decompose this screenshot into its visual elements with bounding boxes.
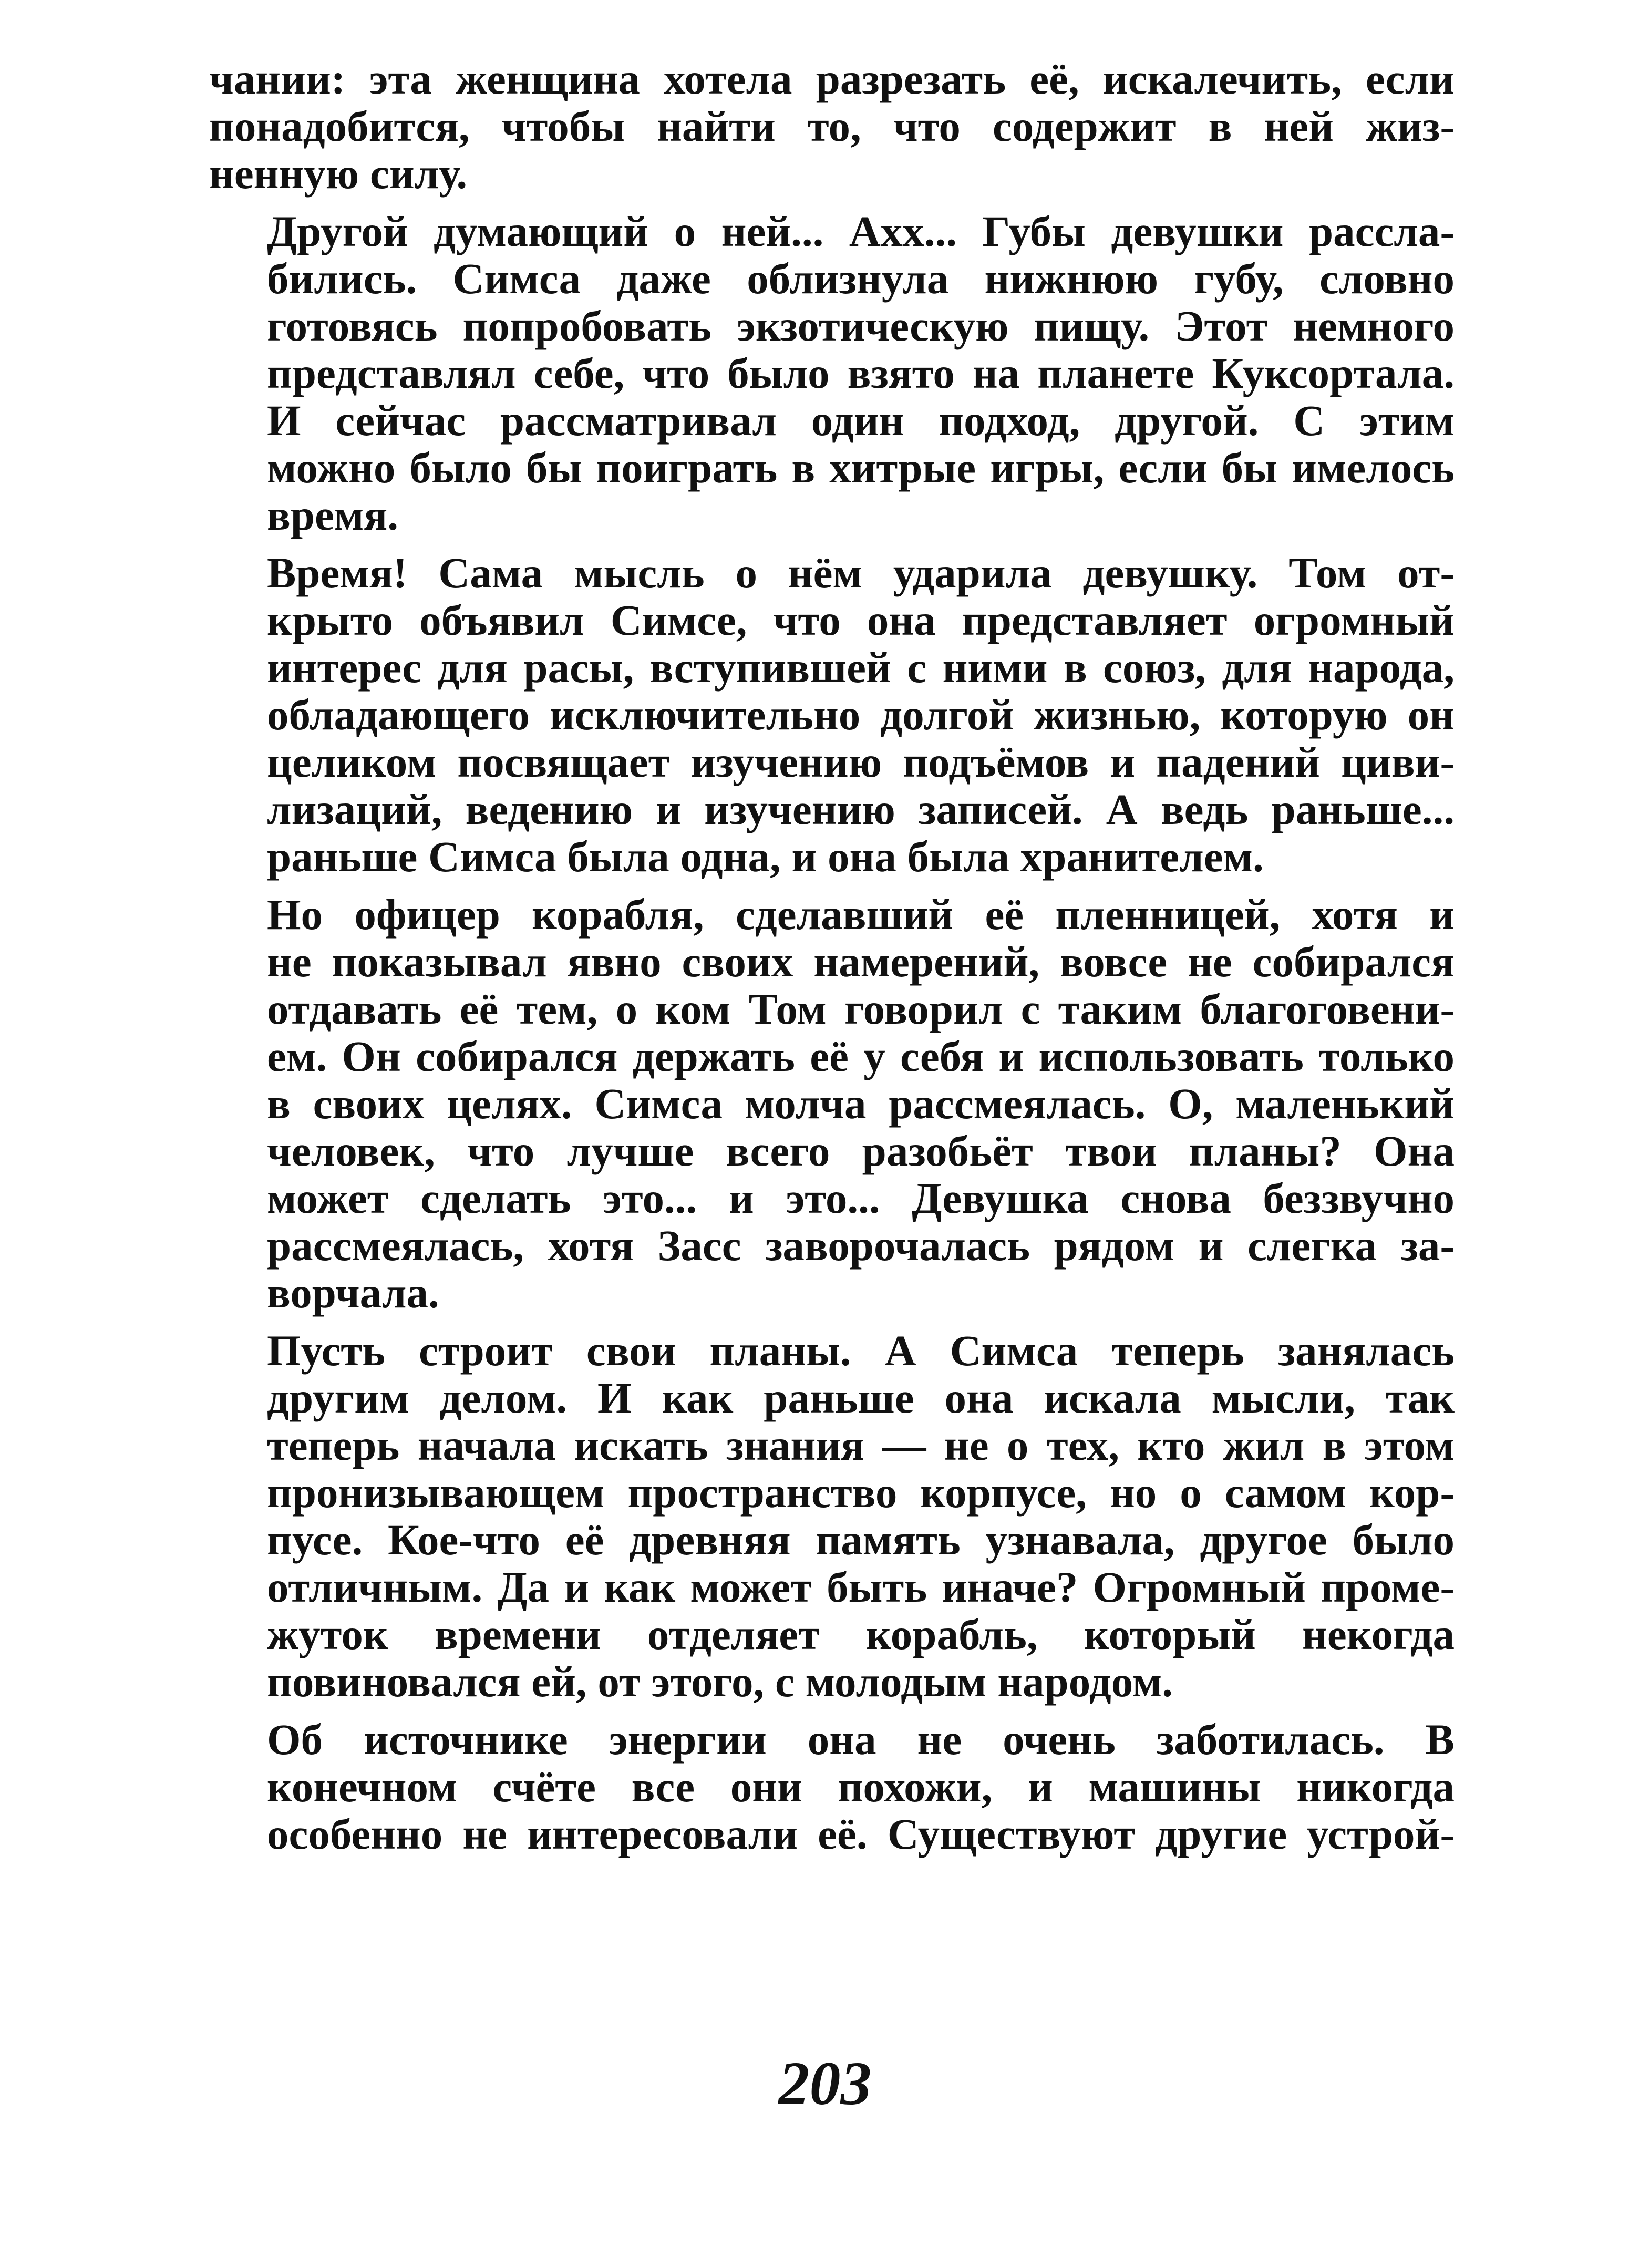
text-line: лизаций, ведению и изучению записей. А ведь раньше... bbox=[267, 785, 1455, 833]
text-line: понадобится, чтобы найти то, что содержит в ней жиз- bbox=[209, 102, 1455, 150]
text-line: пронизывающем пространство корпусе, но о самом кор- bbox=[267, 1468, 1455, 1517]
text-line: не показывал явно своих намерений, вовсе не собирался bbox=[267, 937, 1455, 986]
text-line: чании: эта женщина хотела разрезать её, искалечить, если bbox=[209, 55, 1455, 103]
text-line: Время! Сама мысль о нём ударила девушку. Том от- bbox=[267, 549, 1455, 597]
page-number: 203 bbox=[778, 2049, 872, 2118]
text-line: особенно не интересовали её. Существуют другие устрой- bbox=[267, 1810, 1455, 1858]
text-line: целиком посвящает изучению подъёмов и падений циви- bbox=[267, 738, 1455, 786]
text-line: другим делом. И как раньше она искала мысли, так bbox=[267, 1374, 1455, 1422]
text-line: крыто объявил Симсе, что она представляет огромный bbox=[267, 596, 1455, 644]
text-line: интерес для расы, вступившей с ними в союз, для народа, bbox=[267, 643, 1455, 692]
paragraph bbox=[209, 1716, 1455, 1858]
text-line: Но офицер корабля, сделавший её пленницей, хотя и bbox=[267, 890, 1455, 939]
text-line: Об источнике энергии она не очень заботилась. В bbox=[267, 1715, 1455, 1764]
text-line: жуток времени отделяет корабль, который некогда bbox=[267, 1610, 1455, 1658]
text-line: представлял себе, что было взято на планете Куксортала. bbox=[267, 349, 1455, 397]
text-line: время. bbox=[267, 491, 399, 539]
text-line: И сейчас рассматривал один подход, другой. С этим bbox=[267, 396, 1455, 445]
text-line: человек, что лучше всего разобьёт твои планы? Она bbox=[267, 1127, 1455, 1175]
text-line: в своих целях. Симса молча рассмеялась. О, маленький bbox=[267, 1079, 1455, 1128]
text-line: отдавать её тем, о ком Том говорил с таким благоговени- bbox=[267, 985, 1455, 1033]
paragraph bbox=[209, 55, 1455, 197]
text-line: обладающего исключительно долгой жизнью, которую он bbox=[267, 690, 1455, 739]
text-line: конечном счёте все они похожи, и машины никогда bbox=[267, 1762, 1455, 1811]
text-line: пусе. Кое-что её древняя память узнавала, другое было bbox=[267, 1516, 1455, 1564]
text-line: ворчала. bbox=[267, 1269, 439, 1317]
paragraph bbox=[209, 208, 1455, 539]
text-line: бились. Симса даже облизнула нижнюю губу, словно bbox=[267, 254, 1455, 303]
text-line: рассмеялась, хотя Засс заворочалась рядом и слегка за- bbox=[267, 1221, 1455, 1270]
text-line: может сделать это... и это... Девушка снова беззвучно bbox=[267, 1174, 1455, 1222]
text-line: ненную силу. bbox=[209, 149, 468, 198]
text-line: ем. Он собирался держать её у себя и использовать только bbox=[267, 1032, 1455, 1080]
paragraph bbox=[209, 549, 1455, 880]
text-line: можно было бы поиграть в хитрые игры, если бы имелось bbox=[267, 444, 1455, 492]
text-line: отличным. Да и как может быть иначе? Огромный проме- bbox=[267, 1563, 1455, 1611]
text-line: готовясь попробовать экзотическую пищу. Этот немного bbox=[267, 302, 1455, 350]
text-line: раньше Симса была одна, и она была хранителем. bbox=[267, 832, 1264, 881]
text-line: Другой думающий о ней... Ахх... Губы девушки рассла- bbox=[267, 207, 1455, 255]
body-text bbox=[209, 55, 1455, 1868]
text-line: теперь начала искать знания — не о тех, кто жил в этом bbox=[267, 1421, 1455, 1469]
paragraph bbox=[209, 1327, 1455, 1705]
text-line: Пусть строит свои планы. А Симса теперь занялась bbox=[267, 1326, 1455, 1375]
text-line: повиновался ей, от этого, с молодым народом. bbox=[267, 1657, 1173, 1706]
paragraph bbox=[209, 891, 1455, 1316]
